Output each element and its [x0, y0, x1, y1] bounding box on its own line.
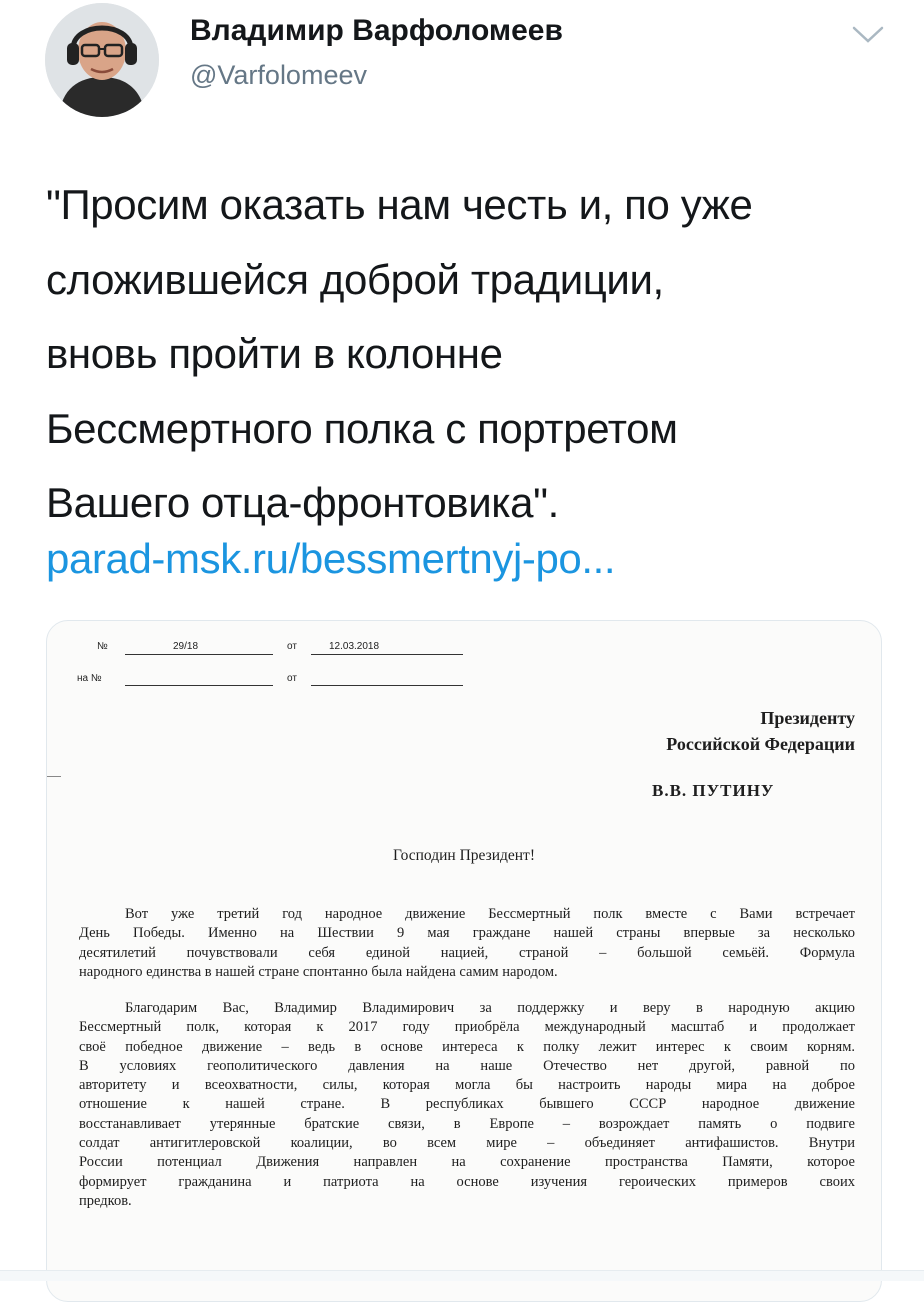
bottom-divider	[0, 1270, 924, 1281]
doc-addressee	[666, 705, 855, 757]
doc-paragraph-line: формирует гражданина и патриота на основе изучения героических примеров своих	[79, 1173, 855, 1190]
doc-paragraph-line: России потенциал Движения направлен на сохранение пространства Памяти, которое	[79, 1154, 855, 1171]
user-handle[interactable]: @Varfolomeev	[190, 60, 367, 90]
doc-paragraph-line: В условиях геополитического давления на наше Отечество нет другой, равной по	[79, 1057, 855, 1074]
doc-paragraph-line: День Победы. Именно на Шествии 9 мая граждане нашей страны впервые за несколько	[79, 925, 855, 942]
avatar[interactable]	[45, 3, 159, 117]
doc-underline	[125, 654, 273, 655]
doc-underline	[311, 654, 463, 655]
doc-paragraph-1	[79, 905, 855, 982]
tweet-text-line: Вашего отца-фронтовика".	[46, 479, 559, 526]
doc-paragraph-line: Вот уже третий год народное движение Бессмертный полк вместе с Вами встречает	[125, 906, 855, 922]
doc-paragraph-line: предков.	[79, 1192, 132, 1209]
doc-date-value: 12.03.2018	[329, 641, 380, 652]
chevron-down-icon[interactable]	[850, 24, 886, 46]
tweet-text	[46, 168, 896, 541]
tweet-text-line: "Просим оказать нам честь и, по уже	[46, 181, 753, 228]
avatar-portrait-icon	[45, 3, 159, 117]
doc-reply-from-label: от	[287, 673, 297, 684]
doc-paragraph-line: Благодарим Вас, Владимир Владимирович за поддержку и веру в народную акцию	[125, 1000, 855, 1016]
doc-addressee-line: Российской Федерации	[666, 734, 855, 754]
doc-addressee-line: Президенту	[760, 708, 855, 728]
doc-from-label: от	[287, 641, 297, 652]
doc-salutation: Господин Президент!	[393, 847, 535, 864]
doc-margin-mark	[47, 776, 61, 777]
doc-paragraph-line: десятилетий почувствовали себя единой нацией, страной – большой семьёй. Формула	[79, 944, 855, 961]
tweet-header	[0, 0, 924, 130]
tweet-text-line: Бессмертного полка с портретом	[46, 404, 678, 452]
doc-paragraph-line: авторитету и всеохватности, силы, которая могла бы настроить народы мира на доброе	[79, 1077, 855, 1094]
doc-underline	[311, 685, 463, 686]
doc-number-label: №	[97, 641, 108, 652]
doc-paragraph-line: восстанавливает утерянные братские связи, в Европе – возрождает память о подвиге	[79, 1115, 855, 1132]
doc-paragraph-2	[79, 999, 855, 1211]
tweet-text-line: сложившейся доброй традиции,	[46, 255, 664, 303]
doc-paragraph-line: отношение к нашей стране. В республиках бывшего СССР народное движение	[79, 1096, 855, 1113]
doc-paragraph-line: народного единства в нашей стране спонтанно была найдена самим народом.	[79, 963, 558, 980]
doc-paragraph-line: солдат антигитлеровской коалиции, во всем мире – объединяет антифашистов. Внутри	[79, 1135, 855, 1152]
display-name[interactable]: Владимир Варфоломеев	[190, 14, 563, 47]
tweet-text-line: вновь пройти в колонне	[46, 330, 503, 377]
doc-number-value: 29/18	[173, 641, 199, 652]
letter-document	[47, 621, 881, 1301]
tweet-media-image[interactable]	[46, 620, 882, 1302]
doc-underline	[125, 685, 273, 686]
doc-paragraph-line: Бессмертный полк, которая к 2017 году приобрёла международный масштаб и продолжает	[79, 1019, 855, 1036]
doc-paragraph-line: своё победное движение – ведь в основе интереса к полку лежит интерес к своим корням.	[79, 1038, 855, 1055]
doc-reply-label: на №	[77, 673, 102, 684]
doc-addressee-name: В.В. ПУТИНУ	[652, 781, 775, 800]
tweet-link[interactable]: parad-msk.ru/bessmertnyj-po...	[46, 535, 616, 582]
